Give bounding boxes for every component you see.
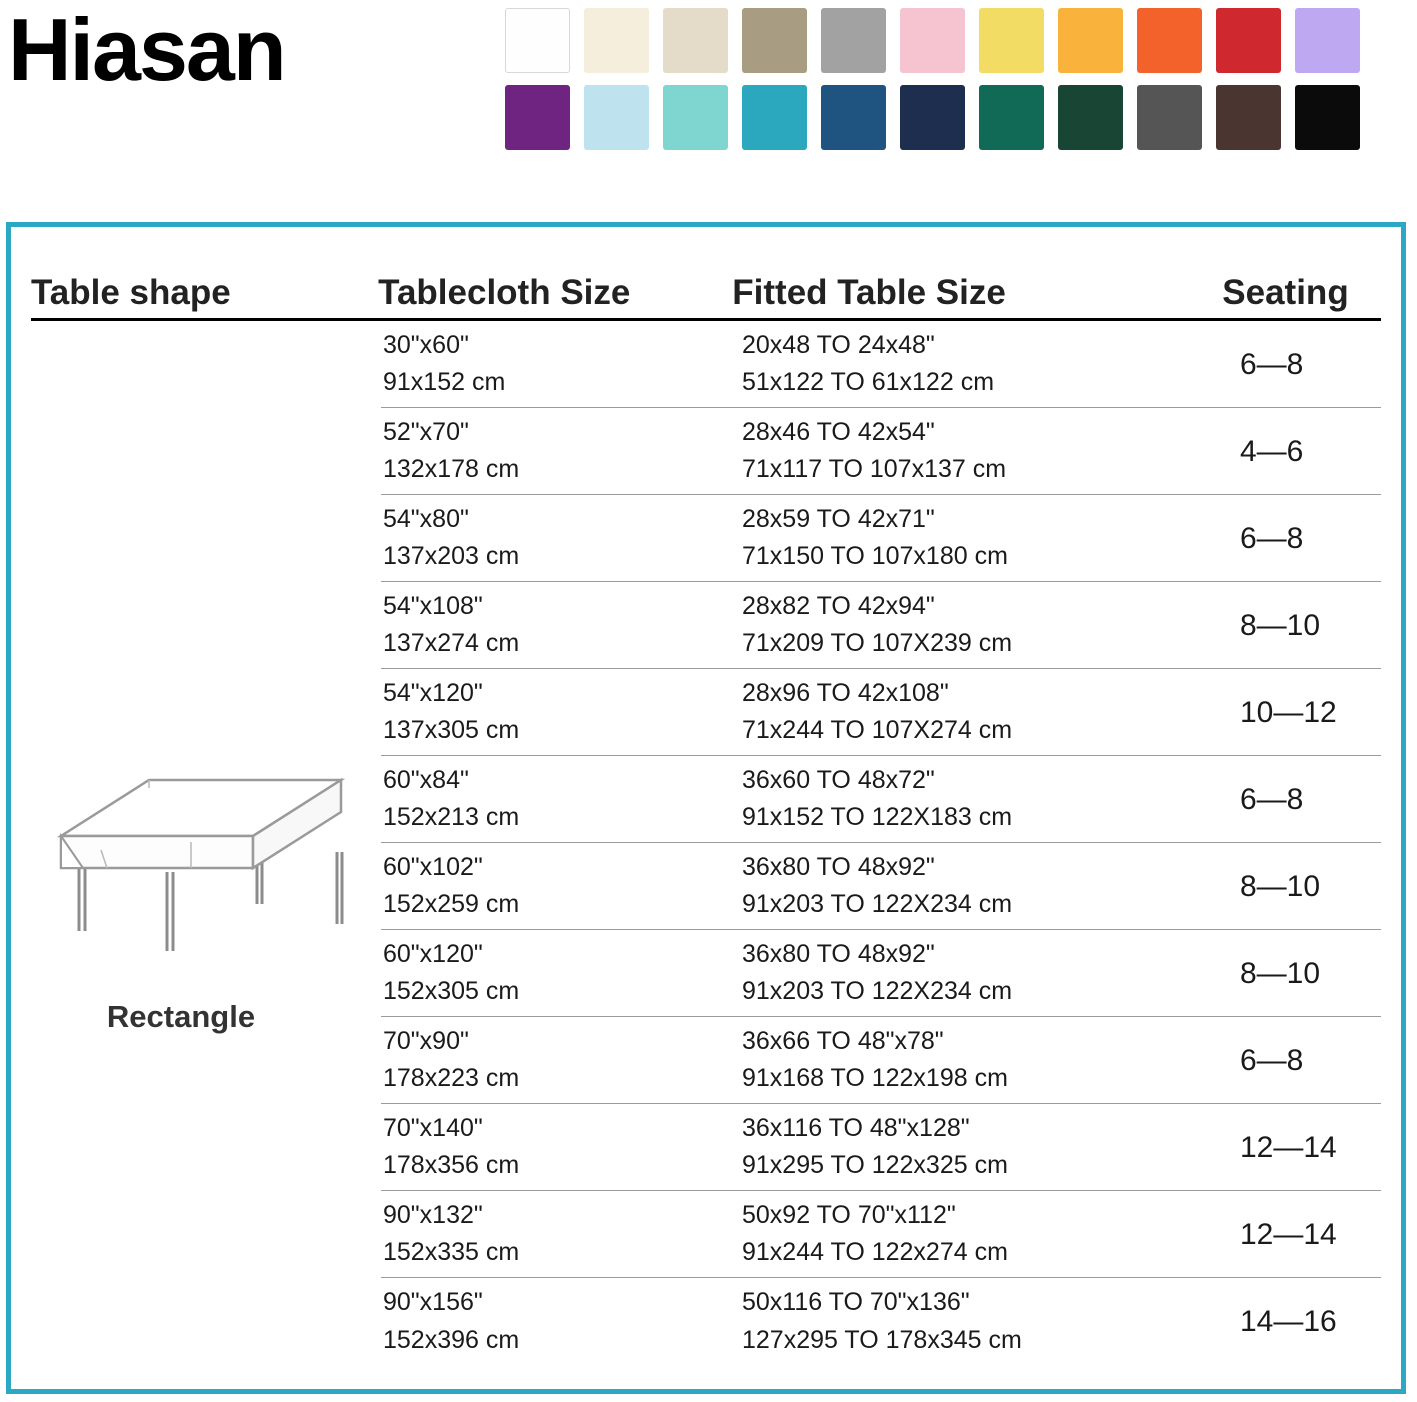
cloth-inches: 90"x156" xyxy=(383,1288,483,1316)
cell-fitted-size xyxy=(740,762,1236,837)
cell-tablecloth-size xyxy=(381,1284,740,1359)
color-swatch-row-1 xyxy=(505,8,1360,73)
swatch-dark-brown[interactable] xyxy=(1216,85,1281,150)
swatch-orange[interactable] xyxy=(1137,8,1202,73)
swatch-taupe[interactable] xyxy=(742,8,807,73)
table-row xyxy=(381,408,1381,495)
fitted-cm: 71x117 TO 107x137 cm xyxy=(742,455,1007,483)
cell-fitted-size xyxy=(740,414,1236,489)
fitted-cm: 127x295 TO 178x345 cm xyxy=(742,1325,1022,1354)
table-row xyxy=(381,930,1381,1017)
table-row xyxy=(381,843,1381,930)
brand-logo: Hiasan xyxy=(8,0,285,99)
header-fitted-size: Fitted Table Size xyxy=(732,273,1006,312)
cell-fitted-size xyxy=(740,1023,1236,1098)
size-rows xyxy=(381,321,1381,1365)
fitted-cm: 71x150 TO 107x180 cm xyxy=(742,542,1008,570)
cell-seating: 10—12 xyxy=(1240,695,1337,729)
color-swatch-grid xyxy=(505,8,1360,150)
table-row xyxy=(381,756,1381,843)
fitted-cm: 91x152 TO 122X183 cm xyxy=(742,803,1013,831)
cloth-cm: 137x203 cm xyxy=(383,542,520,570)
fitted-cm: 71x244 TO 107X274 cm xyxy=(742,716,1013,744)
cell-seating: 12—14 xyxy=(1240,1130,1337,1164)
shape-column xyxy=(31,321,381,1365)
swatch-emerald-green[interactable] xyxy=(979,85,1044,150)
swatch-purple[interactable] xyxy=(505,85,570,150)
cell-fitted-size xyxy=(740,1197,1236,1272)
swatch-beige[interactable] xyxy=(663,8,728,73)
fitted-cm: 91x244 TO 122x274 cm xyxy=(742,1238,1008,1266)
swatch-dark-navy[interactable] xyxy=(900,85,965,150)
swatch-yellow[interactable] xyxy=(979,8,1044,73)
cell-tablecloth-size xyxy=(381,327,740,402)
cloth-cm: 137x305 cm xyxy=(383,716,520,744)
cloth-cm: 152x335 cm xyxy=(383,1238,520,1266)
fitted-cm: 91x203 TO 122X234 cm xyxy=(742,977,1013,1005)
cell-fitted-size xyxy=(740,936,1236,1011)
cloth-inches: 30"x60" xyxy=(383,330,469,359)
cell-tablecloth-size xyxy=(381,414,740,489)
cell-tablecloth-size xyxy=(381,588,740,663)
swatch-ivory[interactable] xyxy=(584,8,649,73)
size-chart-header-row xyxy=(31,247,1381,321)
table-row xyxy=(381,1191,1381,1278)
color-swatch-row-2 xyxy=(505,85,1360,150)
cell-tablecloth-size xyxy=(381,1023,740,1098)
swatch-light-blue[interactable] xyxy=(584,85,649,150)
fitted-inches: 36x116 TO 48"x128" xyxy=(742,1113,970,1142)
rectangle-table-illustration xyxy=(41,776,361,951)
cell-fitted-size xyxy=(740,675,1236,750)
cloth-cm: 152x259 cm xyxy=(383,890,520,918)
table-row xyxy=(381,669,1381,756)
cell-fitted-size xyxy=(740,1284,1236,1359)
cell-tablecloth-size xyxy=(381,762,740,837)
cell-seating: 6—8 xyxy=(1240,1043,1304,1077)
fitted-inches: 28x59 TO 42x71" xyxy=(742,504,935,533)
table-row xyxy=(381,495,1381,582)
cell-tablecloth-size xyxy=(381,501,740,576)
fitted-inches: 50x92 TO 70"x112" xyxy=(742,1200,956,1229)
swatch-lavender[interactable] xyxy=(1295,8,1360,73)
table-row xyxy=(381,582,1381,669)
cell-seating: 12—14 xyxy=(1240,1217,1337,1251)
table-row xyxy=(381,1278,1381,1365)
fitted-inches: 28x96 TO 42x108" xyxy=(742,678,949,707)
cell-seating: 6—8 xyxy=(1240,347,1304,381)
cell-tablecloth-size xyxy=(381,849,740,924)
cell-fitted-size xyxy=(740,588,1236,663)
shape-label-rectangle: Rectangle xyxy=(106,999,256,1034)
swatch-gray[interactable] xyxy=(821,8,886,73)
cell-seating: 6—8 xyxy=(1240,782,1304,816)
swatch-red[interactable] xyxy=(1216,8,1281,73)
cloth-inches: 60"x120" xyxy=(383,939,483,968)
cell-fitted-size xyxy=(740,327,1236,402)
swatch-aqua[interactable] xyxy=(663,85,728,150)
cloth-cm: 132x178 cm xyxy=(383,455,520,483)
fitted-cm: 51x122 TO 61x122 cm xyxy=(742,368,995,396)
fitted-cm: 91x295 TO 122x325 cm xyxy=(742,1151,1008,1179)
cloth-cm: 137x274 cm xyxy=(383,629,520,657)
cloth-inches: 70"x140" xyxy=(383,1113,483,1142)
fitted-cm: 91x168 TO 122x198 cm xyxy=(742,1064,1008,1092)
fitted-inches: 36x66 TO 48"x78" xyxy=(742,1026,944,1055)
header-table-shape: Table shape xyxy=(31,273,231,312)
cloth-inches: 54"x120" xyxy=(383,678,483,707)
header-seating: Seating xyxy=(1222,273,1349,312)
cell-tablecloth-size xyxy=(381,1197,740,1272)
size-chart-card xyxy=(6,222,1406,1394)
cloth-cm: 178x356 cm xyxy=(383,1151,520,1179)
cell-seating: 4—6 xyxy=(1240,434,1304,468)
swatch-forest-green[interactable] xyxy=(1058,85,1123,150)
swatch-pink[interactable] xyxy=(900,8,965,73)
swatch-charcoal-gray[interactable] xyxy=(1137,85,1202,150)
swatch-teal[interactable] xyxy=(742,85,807,150)
cloth-inches: 60"x102" xyxy=(383,852,483,881)
fitted-inches: 36x80 TO 48x92" xyxy=(742,939,935,968)
fitted-inches: 36x80 TO 48x92" xyxy=(742,852,935,881)
swatch-white[interactable] xyxy=(505,8,570,73)
swatch-gold[interactable] xyxy=(1058,8,1123,73)
cell-tablecloth-size xyxy=(381,1110,740,1185)
cell-seating: 14—16 xyxy=(1240,1305,1337,1338)
cell-seating: 8—10 xyxy=(1240,956,1321,990)
fitted-cm: 71x209 TO 107X239 cm xyxy=(742,629,1013,657)
cloth-inches: 60"x84" xyxy=(383,765,469,794)
cloth-cm: 152x213 cm xyxy=(383,803,520,831)
cell-tablecloth-size xyxy=(381,675,740,750)
cell-fitted-size xyxy=(740,849,1236,924)
cell-fitted-size xyxy=(740,1110,1236,1185)
cloth-inches: 54"x108" xyxy=(383,591,483,620)
table-row xyxy=(381,1017,1381,1104)
header-tablecloth-size: Tablecloth Size xyxy=(378,273,631,312)
cloth-cm: 178x223 cm xyxy=(383,1064,520,1092)
cloth-inches: 54"x80" xyxy=(383,504,469,533)
swatch-navy-blue[interactable] xyxy=(821,85,886,150)
cell-seating: 8—10 xyxy=(1240,608,1321,642)
fitted-inches: 28x82 TO 42x94" xyxy=(742,591,935,620)
swatch-black[interactable] xyxy=(1295,85,1360,150)
table-row xyxy=(381,321,1381,408)
cloth-cm: 152x305 cm xyxy=(383,977,520,1005)
cell-fitted-size xyxy=(740,501,1236,576)
cloth-inches: 52"x70" xyxy=(383,417,469,446)
table-row xyxy=(381,1104,1381,1191)
size-chart-body xyxy=(31,321,1381,1365)
fitted-inches: 28x46 TO 42x54" xyxy=(742,417,935,446)
cloth-inches: 90"x132" xyxy=(383,1200,483,1229)
cell-tablecloth-size xyxy=(381,936,740,1011)
cloth-cm: 152x396 cm xyxy=(383,1325,520,1354)
fitted-inches: 20x48 TO 24x48" xyxy=(742,330,935,359)
fitted-cm: 91x203 TO 122X234 cm xyxy=(742,890,1013,918)
fitted-inches: 36x60 TO 48x72" xyxy=(742,765,935,794)
page-header xyxy=(0,0,1417,185)
fitted-inches: 50x116 TO 70"x136" xyxy=(742,1288,970,1316)
cloth-inches: 70"x90" xyxy=(383,1026,469,1055)
cell-seating: 6—8 xyxy=(1240,521,1304,555)
cloth-cm: 91x152 cm xyxy=(383,368,506,396)
cell-seating: 8—10 xyxy=(1240,869,1321,903)
